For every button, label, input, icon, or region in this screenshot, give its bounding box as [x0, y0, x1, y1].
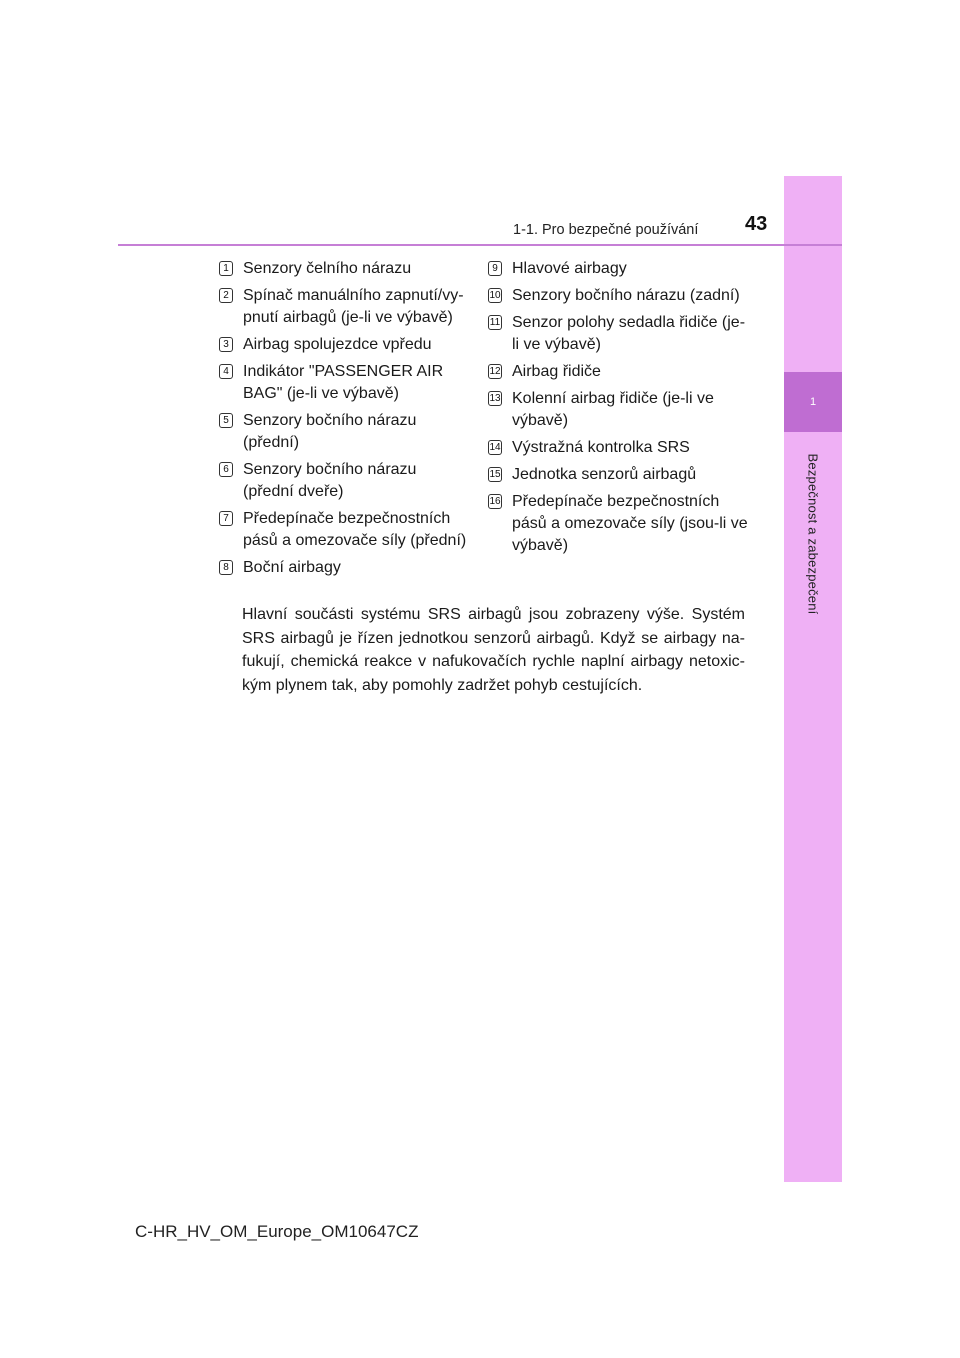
legend-item [218, 361, 468, 405]
chapter-number: 1 [809, 396, 817, 408]
number-badge: 5 [219, 413, 233, 428]
legend-text: Výstražná kontrolka SRS [512, 439, 690, 456]
number-badge: 11 [489, 317, 501, 328]
legend-text: Senzor polohy sedadla řidiče (je-li ve výbavě) [512, 314, 746, 353]
legend-item [218, 459, 468, 503]
legend-item [487, 285, 749, 307]
legend-item [487, 464, 749, 486]
number-badge: 16 [489, 496, 501, 507]
legend-item [218, 334, 468, 356]
number-badge: 15 [489, 469, 501, 480]
legend-text: Senzory čelního nárazu [243, 260, 412, 277]
legend-text: Předepínače bezpečnostních pásů a omezovače síly (jsou-li ve výbavě) [512, 493, 748, 554]
summary-paragraph: Hlavní součásti systému SRS airbagů jsou zobrazeny výše. Systém SRS airbagů je řízen jednotkou senzorů airbagů. Když se airbagy na-fukují, chemická reakce v nafukovačích rychle naplní airbagy netoxic-kým plynem tak, aby pomohly zadržet pohyb cestujících. [242, 606, 745, 694]
legend-item [218, 508, 468, 552]
chapter-title: Bezpečnost a zabezpečení [805, 453, 821, 615]
number-badge: 1 [219, 261, 233, 276]
number-badge: 3 [219, 337, 233, 352]
legend-text: Hlavové airbagy [512, 260, 627, 277]
legend-text: Senzory bočního nárazu (zadní) [512, 287, 740, 304]
number-badge: 13 [489, 393, 501, 404]
number-badge: 8 [219, 560, 233, 575]
legend-text: Senzory bočního nárazu (přední dveře) [243, 461, 417, 500]
section-title: 1-1. Pro bezpečné používání [513, 222, 699, 238]
legend-text: Airbag řidiče [512, 363, 601, 380]
legend-item [218, 410, 468, 454]
legend-text: Kolenní airbag řidiče (je-li ve výbavě) [512, 390, 714, 429]
legend-list-right [487, 258, 749, 562]
header-divider [118, 244, 842, 246]
number-badge: 14 [489, 442, 501, 453]
number-badge: 4 [219, 364, 233, 379]
legend-item [218, 557, 468, 579]
number-badge: 9 [488, 261, 502, 276]
legend-item [218, 258, 468, 280]
legend-text: Senzory bočního nárazu (přední) [243, 412, 417, 451]
legend-item [487, 361, 749, 383]
legend-text: Boční airbagy [243, 559, 341, 576]
chapter-number-tab [784, 372, 842, 432]
page-number: 43 [745, 213, 768, 235]
legend-text: Airbag spolujezdce vpředu [243, 336, 432, 353]
document-code: C-HR_HV_OM_Europe_OM10647CZ [135, 1222, 419, 1241]
legend-list-left [218, 258, 468, 584]
number-badge: 12 [489, 366, 501, 377]
legend-item [487, 388, 749, 432]
legend-text: Spínač manuálního zapnutí/vy-pnutí airbagů (je-li ve výbavě) [243, 287, 464, 326]
number-badge: 6 [219, 462, 233, 477]
number-badge: 2 [219, 288, 233, 303]
legend-text: Indikátor "PASSENGER AIR BAG" (je-li ve výbavě) [243, 363, 444, 402]
number-badge: 7 [219, 511, 233, 526]
legend-item [487, 491, 749, 557]
legend-item [218, 285, 468, 329]
legend-item [487, 312, 749, 356]
legend-text: Předepínače bezpečnostních pásů a omezovače síly (přední) [243, 510, 467, 549]
legend-item [487, 258, 749, 280]
chapter-side-tab [784, 176, 842, 1182]
legend-text: Jednotka senzorů airbagů [512, 466, 697, 483]
number-badge: 10 [489, 290, 501, 301]
legend-item [487, 437, 749, 459]
